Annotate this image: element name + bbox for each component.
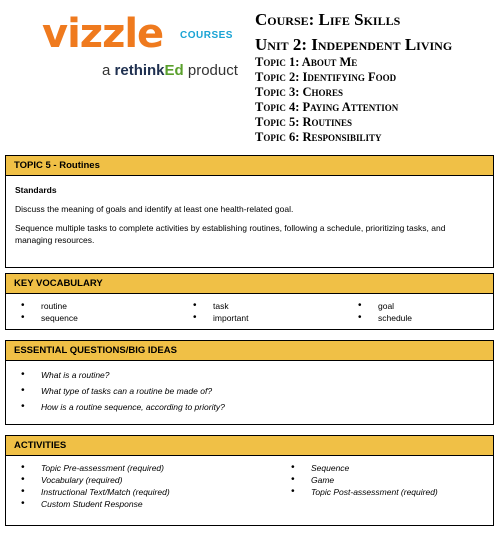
vocabulary-term: • schedule <box>352 312 412 324</box>
question-item: • What is a routine? <box>15 369 484 381</box>
activity-item: • Topic Post-assessment (required) <box>285 486 438 498</box>
vocabulary-term: • routine <box>15 300 187 312</box>
standards-label: Standards <box>15 185 57 195</box>
question-item: • What type of tasks can a routine be made of? <box>15 385 484 397</box>
section-heading: KEY VOCABULARY <box>6 274 493 294</box>
section-heading: ESSENTIAL QUESTIONS/BIG IDEAS <box>6 341 493 361</box>
topic-item: Topic 2: Identifying Food <box>255 70 397 84</box>
activity-item: • Custom Student Response <box>15 498 285 510</box>
topic-item: Topic 5: Routines <box>255 115 353 129</box>
logo-courses-label: COURSES <box>180 30 233 41</box>
vocabulary-term: • sequence <box>15 312 187 324</box>
activity-column <box>15 462 285 510</box>
topic-item: Topic 4: Paying Attention <box>255 100 399 114</box>
activities-section <box>5 435 494 526</box>
logo-tagline: a rethinkEd product <box>102 62 238 79</box>
questions-section <box>5 340 494 425</box>
logo-wordmark: vizzle <box>42 11 164 57</box>
vocabulary-term: • task <box>187 300 352 312</box>
activity-column <box>285 462 438 510</box>
activity-item: • Instructional Text/Match (required) <box>15 486 285 498</box>
activity-item: • Game <box>285 474 438 486</box>
question-item: • How is a routine sequence, according to priority? <box>15 401 484 413</box>
vocabulary-column <box>352 300 412 324</box>
section-heading: ACTIVITIES <box>6 436 493 456</box>
vocabulary-term: • goal <box>352 300 412 312</box>
vizzle-logo <box>42 10 242 79</box>
standards-section <box>5 155 494 268</box>
vocabulary-term: • important <box>187 312 352 324</box>
activity-item: • Vocabulary (required) <box>15 474 285 486</box>
topic-list <box>255 55 398 145</box>
standard-text: Discuss the meaning of goals and identify at least one health-related goal. <box>15 204 294 214</box>
topic-item: Topic 1: About Me <box>255 55 358 69</box>
vocabulary-column <box>15 300 187 324</box>
question-list <box>15 367 484 413</box>
vocabulary-section <box>5 273 494 330</box>
document-header <box>0 0 500 148</box>
activity-item: • Topic Pre-assessment (required) <box>15 462 285 474</box>
topic-item: Topic 3: Chores <box>255 85 344 99</box>
topic-item: Topic 6: Responsibility <box>255 130 382 144</box>
activity-item: • Sequence <box>285 462 438 474</box>
standard-text: Sequence multiple tasks to complete activities by establishing routines, following a schedule, prioritizing tasks, and managing resources. <box>15 223 446 245</box>
unit-title: Unit 2: Independent Living <box>255 35 453 54</box>
course-title: Course: Life Skills <box>255 10 401 29</box>
section-heading: TOPIC 5 - Routines <box>6 156 493 176</box>
vocabulary-column <box>187 300 352 324</box>
